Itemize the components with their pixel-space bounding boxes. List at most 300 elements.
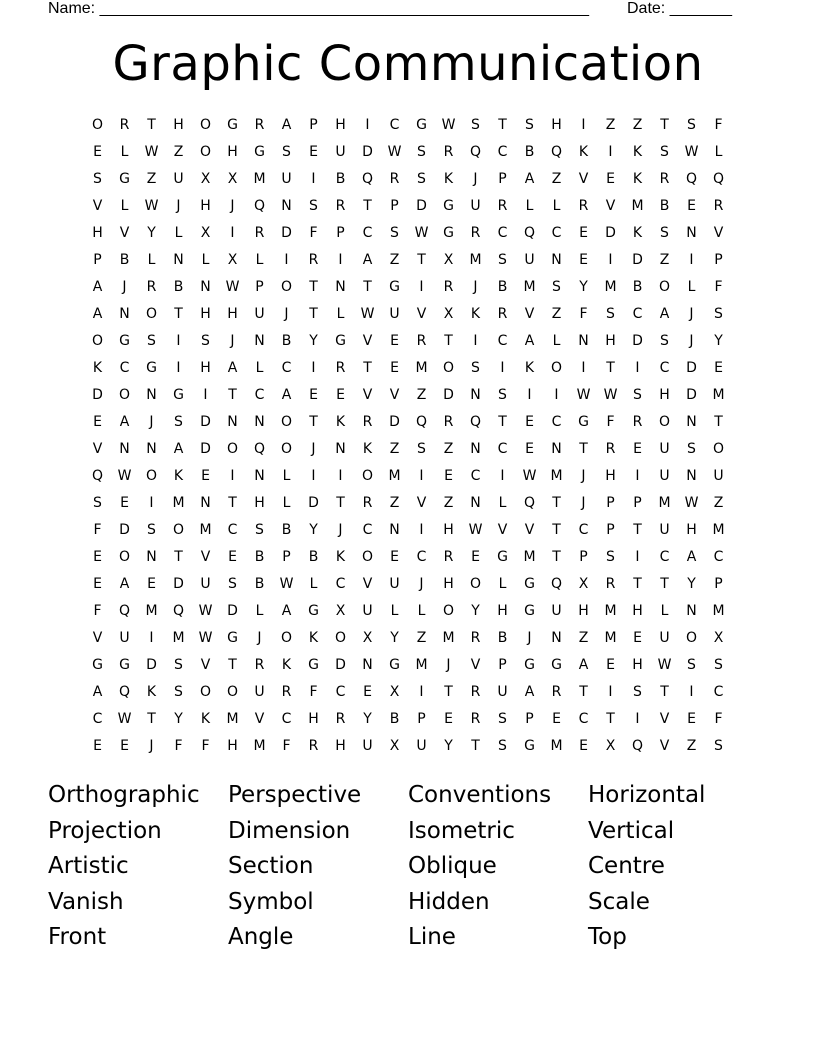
grid-cell[interactable]: S	[687, 441, 696, 457]
grid-cell[interactable]: U	[362, 603, 373, 619]
grid-cell[interactable]: S	[552, 279, 561, 295]
grid-cell[interactable]: H	[308, 711, 319, 727]
grid-cell[interactable]: U	[470, 198, 481, 214]
grid-cell[interactable]: Q	[469, 414, 482, 430]
grid-cell[interactable]: I	[338, 468, 343, 484]
grid-cell[interactable]: S	[633, 684, 642, 700]
grid-cell[interactable]: V	[524, 522, 535, 538]
grid-cell[interactable]: Q	[712, 171, 725, 187]
grid-cell[interactable]: S	[633, 387, 642, 403]
grid-cell[interactable]: N	[335, 441, 346, 457]
grid-cell[interactable]: R	[281, 684, 292, 700]
grid-cell[interactable]: F	[714, 279, 723, 295]
grid-cell[interactable]: O	[361, 468, 374, 484]
grid-cell[interactable]: Q	[253, 441, 266, 457]
grid-cell[interactable]: Z	[551, 171, 562, 187]
grid-cell[interactable]: E	[606, 171, 615, 187]
grid-cell[interactable]: P	[525, 711, 534, 727]
grid-cell[interactable]: F	[714, 117, 723, 133]
grid-cell[interactable]: L	[498, 576, 507, 592]
grid-cell[interactable]: O	[91, 333, 104, 349]
grid-cell[interactable]: P	[390, 198, 399, 214]
grid-cell[interactable]: H	[335, 738, 346, 754]
grid-cell[interactable]: U	[659, 441, 670, 457]
grid-cell[interactable]: R	[551, 684, 562, 700]
grid-cell[interactable]: M	[604, 630, 617, 646]
grid-cell[interactable]: R	[254, 225, 265, 241]
grid-cell[interactable]: C	[227, 522, 238, 538]
grid-cell[interactable]: D	[416, 198, 427, 214]
grid-cell[interactable]: I	[419, 468, 424, 484]
grid-cell[interactable]: I	[581, 360, 586, 376]
grid-cell[interactable]: D	[146, 657, 157, 673]
grid-cell[interactable]: T	[174, 549, 183, 565]
grid-cell[interactable]: T	[228, 387, 237, 403]
grid-cell[interactable]: Q	[118, 603, 131, 619]
grid-cell[interactable]: K	[92, 360, 103, 376]
grid-cell[interactable]: G	[524, 738, 535, 754]
grid-cell[interactable]: O	[658, 279, 671, 295]
grid-cell[interactable]: I	[230, 225, 235, 241]
grid-cell[interactable]: C	[497, 144, 508, 160]
grid-cell[interactable]: D	[686, 360, 697, 376]
grid-cell[interactable]: B	[119, 252, 130, 268]
grid-cell[interactable]: Z	[551, 306, 562, 322]
grid-cell[interactable]: Z	[686, 738, 697, 754]
grid-cell[interactable]: U	[389, 576, 400, 592]
grid-cell[interactable]: B	[524, 144, 535, 160]
grid-cell[interactable]: G	[416, 117, 427, 133]
grid-cell[interactable]: L	[309, 576, 318, 592]
grid-cell[interactable]: B	[281, 333, 292, 349]
grid-cell[interactable]: Y	[390, 630, 399, 646]
grid-cell[interactable]: T	[444, 333, 453, 349]
grid-cell[interactable]: P	[714, 252, 723, 268]
grid-cell[interactable]: B	[497, 279, 508, 295]
grid-cell[interactable]: L	[120, 144, 129, 160]
grid-cell[interactable]: R	[632, 414, 643, 430]
grid-cell[interactable]: D	[227, 603, 238, 619]
grid-cell[interactable]: O	[226, 441, 239, 457]
grid-cell[interactable]: R	[254, 657, 265, 673]
grid-cell[interactable]: E	[93, 738, 102, 754]
grid-cell[interactable]: A	[659, 306, 670, 322]
grid-cell[interactable]: Q	[550, 576, 563, 592]
grid-cell[interactable]: N	[173, 252, 184, 268]
grid-cell[interactable]: J	[284, 306, 289, 322]
grid-cell[interactable]: V	[605, 198, 616, 214]
grid-cell[interactable]: N	[146, 549, 157, 565]
grid-cell[interactable]: I	[635, 360, 640, 376]
grid-cell[interactable]: S	[714, 738, 723, 754]
grid-cell[interactable]: U	[659, 630, 670, 646]
grid-cell[interactable]: X	[713, 630, 724, 646]
grid-cell[interactable]: V	[578, 171, 589, 187]
grid-cell[interactable]: I	[419, 279, 424, 295]
grid-cell[interactable]: E	[93, 414, 102, 430]
grid-cell[interactable]: C	[632, 306, 643, 322]
grid-cell[interactable]: T	[417, 252, 426, 268]
grid-cell[interactable]: W	[117, 468, 132, 484]
grid-cell[interactable]: B	[389, 711, 400, 727]
grid-cell[interactable]: I	[419, 684, 424, 700]
grid-cell[interactable]: R	[335, 198, 346, 214]
grid-cell[interactable]: T	[471, 738, 480, 754]
grid-cell[interactable]: Q	[523, 225, 536, 241]
grid-cell[interactable]: G	[389, 657, 400, 673]
grid-cell[interactable]: O	[550, 360, 563, 376]
grid-cell[interactable]: X	[227, 252, 238, 268]
grid-cell[interactable]: J	[581, 468, 586, 484]
grid-cell[interactable]: M	[388, 468, 401, 484]
grid-cell[interactable]: N	[551, 252, 562, 268]
grid-cell[interactable]: G	[524, 603, 535, 619]
grid-cell[interactable]: P	[714, 576, 723, 592]
grid-cell[interactable]: A	[119, 576, 130, 592]
grid-cell[interactable]: W	[198, 630, 213, 646]
grid-cell[interactable]: A	[686, 549, 697, 565]
grid-cell[interactable]: L	[552, 198, 561, 214]
grid-cell[interactable]: X	[335, 603, 346, 619]
grid-cell[interactable]: Z	[443, 495, 454, 511]
grid-cell[interactable]: U	[362, 738, 373, 754]
grid-cell[interactable]: D	[92, 387, 103, 403]
grid-cell[interactable]: S	[498, 252, 507, 268]
grid-cell[interactable]: S	[687, 117, 696, 133]
grid-cell[interactable]: H	[551, 117, 562, 133]
grid-cell[interactable]: N	[470, 495, 481, 511]
grid-cell[interactable]: U	[524, 252, 535, 268]
grid-cell[interactable]: O	[199, 684, 212, 700]
grid-cell[interactable]: T	[633, 576, 642, 592]
grid-cell[interactable]: J	[149, 738, 154, 754]
grid-cell[interactable]: Z	[416, 387, 427, 403]
grid-cell[interactable]: A	[281, 603, 292, 619]
grid-cell[interactable]: C	[497, 225, 508, 241]
grid-cell[interactable]: G	[308, 603, 319, 619]
grid-cell[interactable]: E	[363, 684, 372, 700]
grid-cell[interactable]: R	[335, 360, 346, 376]
grid-cell[interactable]: J	[230, 333, 235, 349]
grid-cell[interactable]: C	[362, 225, 373, 241]
grid-cell[interactable]: Y	[687, 576, 696, 592]
grid-cell[interactable]: A	[524, 684, 535, 700]
grid-cell[interactable]: V	[416, 495, 427, 511]
grid-cell[interactable]: H	[254, 495, 265, 511]
grid-cell[interactable]: W	[198, 603, 213, 619]
grid-cell[interactable]: E	[444, 711, 453, 727]
grid-cell[interactable]: T	[336, 495, 345, 511]
grid-cell[interactable]: K	[200, 711, 211, 727]
grid-cell[interactable]: W	[279, 576, 294, 592]
grid-cell[interactable]: K	[632, 144, 643, 160]
grid-cell[interactable]: I	[284, 252, 289, 268]
grid-cell[interactable]: A	[227, 360, 238, 376]
grid-cell[interactable]: D	[632, 333, 643, 349]
grid-cell[interactable]: T	[228, 657, 237, 673]
grid-cell[interactable]: D	[200, 441, 211, 457]
grid-cell[interactable]: W	[522, 468, 537, 484]
grid-cell[interactable]: O	[199, 144, 212, 160]
grid-cell[interactable]: K	[281, 657, 292, 673]
grid-cell[interactable]: H	[335, 117, 346, 133]
grid-cell[interactable]: G	[497, 549, 508, 565]
grid-cell[interactable]: O	[280, 630, 293, 646]
grid-cell[interactable]: A	[281, 387, 292, 403]
grid-cell[interactable]: P	[336, 225, 345, 241]
grid-cell[interactable]: Y	[363, 711, 372, 727]
grid-cell[interactable]: J	[257, 630, 262, 646]
grid-cell[interactable]: Y	[579, 279, 588, 295]
grid-cell[interactable]: X	[443, 252, 454, 268]
grid-cell[interactable]: C	[254, 387, 265, 403]
grid-cell[interactable]: S	[93, 495, 102, 511]
grid-cell[interactable]: S	[174, 684, 183, 700]
grid-cell[interactable]: Q	[550, 144, 563, 160]
grid-cell[interactable]: R	[605, 441, 616, 457]
grid-cell[interactable]: O	[199, 117, 212, 133]
grid-cell[interactable]: C	[362, 522, 373, 538]
grid-cell[interactable]: N	[686, 603, 697, 619]
grid-cell[interactable]: E	[579, 252, 588, 268]
grid-cell[interactable]: P	[606, 522, 615, 538]
grid-cell[interactable]: O	[118, 549, 131, 565]
grid-cell[interactable]: K	[470, 306, 481, 322]
grid-cell[interactable]: W	[414, 225, 429, 241]
grid-cell[interactable]: R	[470, 225, 481, 241]
grid-cell[interactable]: E	[714, 360, 723, 376]
grid-cell[interactable]: I	[176, 360, 181, 376]
grid-cell[interactable]: C	[551, 225, 562, 241]
grid-cell[interactable]: J	[581, 495, 586, 511]
grid-cell[interactable]: E	[93, 549, 102, 565]
grid-cell[interactable]: E	[120, 495, 129, 511]
grid-cell[interactable]: S	[417, 144, 426, 160]
grid-cell[interactable]: N	[470, 387, 481, 403]
grid-cell[interactable]: J	[176, 198, 181, 214]
grid-cell[interactable]: K	[632, 225, 643, 241]
grid-cell[interactable]: A	[173, 441, 184, 457]
grid-cell[interactable]: A	[578, 657, 589, 673]
grid-cell[interactable]: I	[311, 171, 316, 187]
grid-cell[interactable]: E	[606, 657, 615, 673]
grid-cell[interactable]: J	[311, 441, 316, 457]
grid-cell[interactable]: R	[443, 549, 454, 565]
grid-cell[interactable]: V	[659, 711, 670, 727]
grid-cell[interactable]: S	[660, 144, 669, 160]
grid-cell[interactable]: W	[576, 387, 591, 403]
grid-cell[interactable]: J	[689, 306, 694, 322]
grid-cell[interactable]: Z	[659, 252, 670, 268]
grid-cell[interactable]: R	[443, 144, 454, 160]
grid-cell[interactable]: Z	[389, 252, 400, 268]
grid-cell[interactable]: G	[146, 360, 157, 376]
grid-cell[interactable]: W	[144, 198, 159, 214]
grid-cell[interactable]: N	[146, 387, 157, 403]
grid-cell[interactable]: X	[578, 576, 589, 592]
grid-cell[interactable]: V	[497, 522, 508, 538]
grid-cell[interactable]: C	[281, 711, 292, 727]
grid-cell[interactable]: N	[470, 441, 481, 457]
grid-cell[interactable]: W	[387, 144, 402, 160]
grid-cell[interactable]: H	[605, 468, 616, 484]
name-field[interactable]: Name: _______________________________________________________	[48, 0, 589, 17]
grid-cell[interactable]: V	[362, 333, 373, 349]
grid-cell[interactable]: N	[578, 333, 589, 349]
grid-cell[interactable]: E	[579, 225, 588, 241]
grid-cell[interactable]: W	[117, 711, 132, 727]
grid-cell[interactable]: N	[686, 414, 697, 430]
grid-cell[interactable]: C	[335, 684, 346, 700]
grid-cell[interactable]: K	[632, 171, 643, 187]
grid-cell[interactable]: K	[443, 171, 454, 187]
grid-cell[interactable]: U	[281, 171, 292, 187]
grid-cell[interactable]: Y	[147, 225, 156, 241]
grid-cell[interactable]: M	[253, 738, 266, 754]
grid-cell[interactable]: O	[91, 117, 104, 133]
grid-cell[interactable]: O	[280, 414, 293, 430]
grid-cell[interactable]: R	[362, 495, 373, 511]
grid-cell[interactable]: G	[119, 171, 130, 187]
grid-cell[interactable]: C	[416, 549, 427, 565]
grid-cell[interactable]: D	[632, 252, 643, 268]
grid-cell[interactable]: C	[497, 441, 508, 457]
grid-cell[interactable]: M	[712, 603, 725, 619]
grid-cell[interactable]: Q	[361, 171, 374, 187]
grid-cell[interactable]: T	[552, 495, 561, 511]
grid-cell[interactable]: Y	[714, 333, 723, 349]
grid-cell[interactable]: V	[119, 225, 130, 241]
grid-cell[interactable]: L	[255, 360, 264, 376]
grid-cell[interactable]: S	[228, 576, 237, 592]
grid-cell[interactable]: N	[281, 198, 292, 214]
grid-cell[interactable]: K	[335, 549, 346, 565]
grid-cell[interactable]: Z	[173, 144, 184, 160]
grid-cell[interactable]: I	[419, 522, 424, 538]
grid-cell[interactable]: W	[144, 144, 159, 160]
grid-cell[interactable]: E	[687, 198, 696, 214]
grid-cell[interactable]: T	[363, 198, 372, 214]
grid-cell[interactable]: W	[468, 522, 483, 538]
grid-cell[interactable]: X	[605, 738, 616, 754]
grid-cell[interactable]: T	[660, 576, 669, 592]
date-field[interactable]: Date: _______	[627, 0, 732, 17]
grid-cell[interactable]: S	[687, 657, 696, 673]
grid-cell[interactable]: B	[335, 171, 346, 187]
grid-cell[interactable]: S	[714, 657, 723, 673]
grid-cell[interactable]: W	[360, 306, 375, 322]
grid-cell[interactable]: F	[201, 738, 210, 754]
grid-cell[interactable]: R	[362, 414, 373, 430]
grid-cell[interactable]: T	[498, 414, 507, 430]
grid-cell[interactable]: U	[335, 144, 346, 160]
grid-cell[interactable]: Q	[118, 684, 131, 700]
grid-cell[interactable]: U	[659, 468, 670, 484]
grid-cell[interactable]: E	[390, 360, 399, 376]
grid-cell[interactable]: Y	[444, 738, 453, 754]
grid-cell[interactable]: G	[551, 657, 562, 673]
grid-cell[interactable]: S	[93, 171, 102, 187]
grid-cell[interactable]: G	[443, 225, 454, 241]
grid-cell[interactable]: C	[119, 360, 130, 376]
grid-cell[interactable]: H	[605, 333, 616, 349]
grid-cell[interactable]: H	[659, 387, 670, 403]
grid-cell[interactable]: G	[227, 630, 238, 646]
grid-cell[interactable]: W	[684, 144, 699, 160]
grid-cell[interactable]: D	[308, 495, 319, 511]
grid-cell[interactable]: H	[443, 522, 454, 538]
grid-cell[interactable]: T	[579, 441, 588, 457]
grid-cell[interactable]: X	[227, 171, 238, 187]
grid-cell[interactable]: G	[119, 333, 130, 349]
grid-cell[interactable]: I	[500, 360, 505, 376]
grid-cell[interactable]: M	[415, 360, 428, 376]
grid-cell[interactable]: E	[201, 468, 210, 484]
grid-cell[interactable]: E	[633, 441, 642, 457]
grid-cell[interactable]: M	[604, 603, 617, 619]
grid-cell[interactable]: O	[334, 630, 347, 646]
grid-cell[interactable]: P	[498, 657, 507, 673]
grid-cell[interactable]: C	[92, 711, 103, 727]
grid-cell[interactable]: J	[419, 576, 424, 592]
grid-cell[interactable]: S	[174, 414, 183, 430]
grid-cell[interactable]: I	[608, 144, 613, 160]
grid-cell[interactable]: F	[309, 684, 318, 700]
grid-cell[interactable]: C	[281, 360, 292, 376]
grid-cell[interactable]: S	[201, 333, 210, 349]
grid-cell[interactable]: S	[147, 333, 156, 349]
grid-cell[interactable]: L	[714, 144, 723, 160]
grid-cell[interactable]: I	[527, 387, 532, 403]
grid-cell[interactable]: Z	[146, 171, 157, 187]
grid-cell[interactable]: W	[441, 117, 456, 133]
grid-cell[interactable]: I	[311, 360, 316, 376]
grid-cell[interactable]: V	[713, 225, 724, 241]
grid-cell[interactable]: B	[659, 198, 670, 214]
grid-cell[interactable]: L	[336, 306, 345, 322]
grid-cell[interactable]: L	[660, 603, 669, 619]
grid-cell[interactable]: I	[149, 630, 154, 646]
grid-cell[interactable]: I	[608, 252, 613, 268]
grid-cell[interactable]: U	[416, 738, 427, 754]
grid-cell[interactable]: U	[497, 684, 508, 700]
grid-cell[interactable]: Y	[309, 333, 318, 349]
grid-cell[interactable]: Y	[309, 522, 318, 538]
grid-cell[interactable]: V	[200, 549, 211, 565]
grid-cell[interactable]: Q	[523, 495, 536, 511]
grid-cell[interactable]: Y	[174, 711, 183, 727]
grid-cell[interactable]: W	[657, 657, 672, 673]
grid-cell[interactable]: E	[579, 738, 588, 754]
grid-cell[interactable]: M	[550, 468, 563, 484]
grid-cell[interactable]: J	[689, 333, 694, 349]
grid-cell[interactable]: L	[552, 333, 561, 349]
grid-cell[interactable]: E	[390, 549, 399, 565]
grid-cell[interactable]: J	[527, 630, 532, 646]
grid-cell[interactable]: W	[684, 495, 699, 511]
grid-cell[interactable]: N	[146, 441, 157, 457]
grid-cell[interactable]: X	[200, 225, 211, 241]
grid-cell[interactable]: V	[92, 198, 103, 214]
grid-cell[interactable]: L	[174, 225, 183, 241]
grid-cell[interactable]: G	[308, 657, 319, 673]
grid-cell[interactable]: R	[659, 171, 670, 187]
grid-cell[interactable]: E	[525, 441, 534, 457]
grid-cell[interactable]: C	[389, 117, 400, 133]
grid-cell[interactable]: E	[444, 468, 453, 484]
grid-cell[interactable]: I	[338, 252, 343, 268]
grid-cell[interactable]: C	[713, 549, 724, 565]
